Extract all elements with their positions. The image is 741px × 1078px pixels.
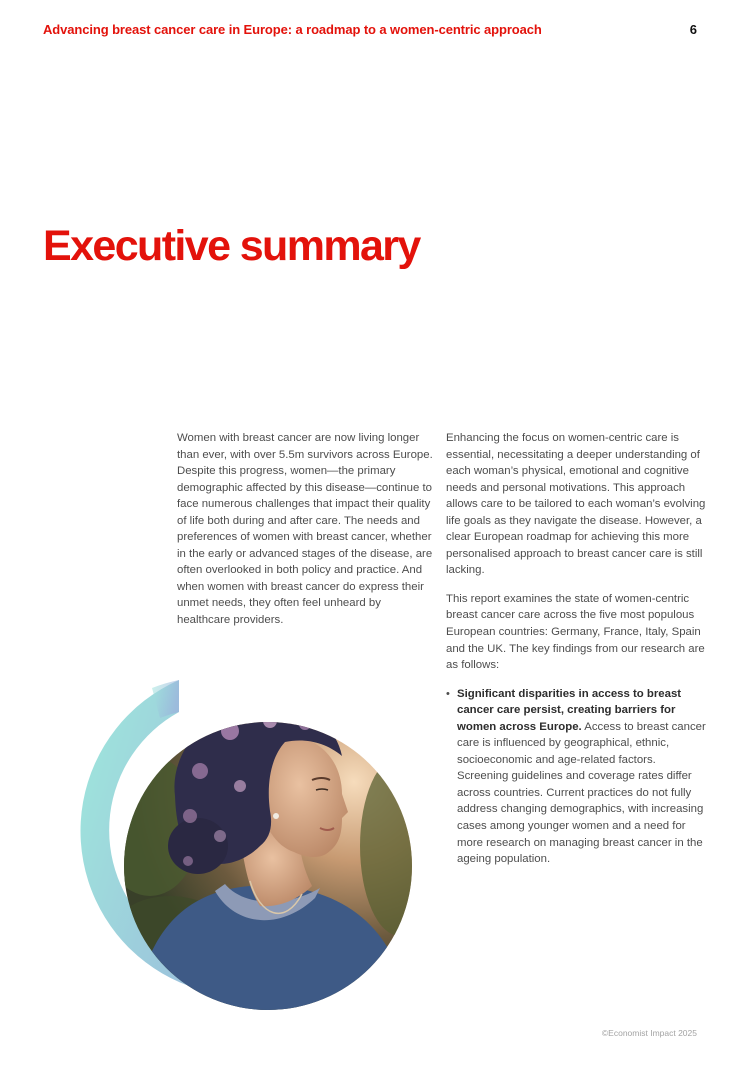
running-title: Advancing breast cancer care in Europe: a roadmap to a women-centric approach (43, 22, 542, 37)
finding-text: Access to breast cancer care is influenced by geographical, ethnic, socioeconomic and age-related factors. Screening guidelines and coverage rates differ across countries. Current practices do not fully address changing demographics, with increasing cases among younger women and a need for more research on managing breast cancer in the ageing population. (457, 720, 706, 866)
finding-lead: Significant disparities in access to breast cancer care persist, creating barriers for women across Europe. (457, 687, 682, 733)
copyright-notice: ©Economist Impact 2025 (601, 1028, 697, 1038)
page-title: Executive summary (43, 222, 420, 270)
right-column (446, 430, 706, 868)
left-column (177, 430, 433, 641)
woman-photo (100, 705, 420, 1016)
intro-paragraph: Women with breast cancer are now living longer than ever, with over 5.5m survivors across Europe. Despite this progress, women—the primary demographic affected by this disease—continue to face numerous challenges that impact their quality of life both during and after care. The needs and preferences of women with breast cancer, whether in the early or advanced stages of the disease, are often overlooked in both policy and practice. And when women with breast cancer do express their unmet needs, they often feel unheard by healthcare providers. (177, 432, 433, 627)
bullet-point: • (446, 687, 450, 700)
key-finding-item (446, 686, 706, 868)
body-paragraph-1: Enhancing the focus on women-centric care is essential, necessitating a deeper understanding of each woman’s physical, emotional and cognitive needs and personal motivations. This approach allows care to be tailored to each woman’s evolving life goals as they navigate the disease. However, a clear European roadmap for achieving this more personalised approach to breast cancer care is still lacking. (446, 432, 706, 577)
body-paragraph-2: This report examines the state of women-centric breast cancer care across the five most populous European countries: Germany, France, Italy, Spain and the UK. The key findings from our research are as follows: (446, 592, 705, 672)
portrait-photo-with-ring (80, 676, 420, 1016)
key-findings-list (446, 686, 706, 868)
page-number: 6 (689, 22, 697, 37)
